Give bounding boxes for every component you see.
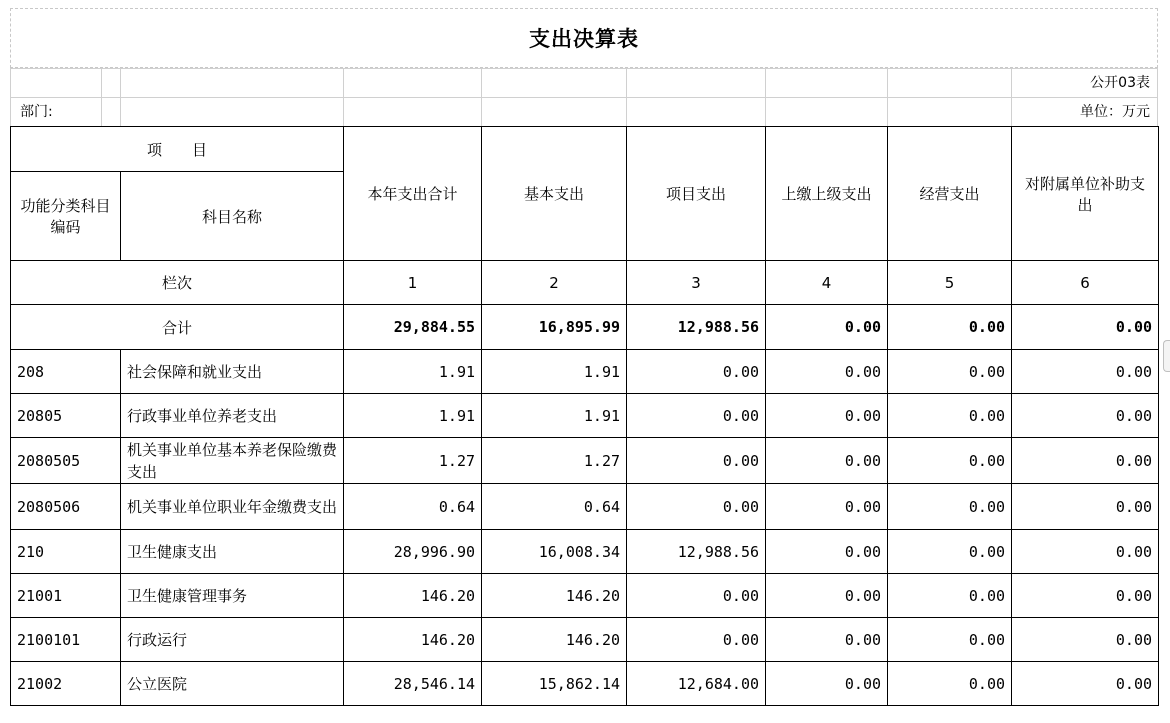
row-value: 0.00 (627, 574, 766, 618)
header-col-upper: 上缴上级支出 (766, 127, 888, 261)
row-value: 0.00 (766, 574, 888, 618)
grid-line (481, 68, 482, 126)
column-number-row (11, 261, 1159, 305)
row-code: 2100101 (11, 618, 121, 662)
form-number: 公开03表 (1090, 75, 1150, 91)
table-row (11, 662, 1159, 706)
row-value: 0.00 (766, 662, 888, 706)
row-value: 0.00 (1012, 484, 1159, 530)
row-name: 社会保障和就业支出 (121, 350, 344, 394)
unit-label: 单位：万元 (1080, 104, 1150, 120)
column-number: 3 (627, 261, 766, 305)
row-value: 0.00 (627, 350, 766, 394)
table-row (11, 438, 1159, 484)
grid-line (343, 68, 344, 126)
row-value: 0.00 (766, 618, 888, 662)
row-value: 0.00 (766, 350, 888, 394)
table-row (11, 530, 1159, 574)
row-value: 0.00 (888, 350, 1012, 394)
table-row (11, 394, 1159, 438)
row-value: 28,996.90 (344, 530, 482, 574)
row-value: 1.27 (482, 438, 627, 484)
header-code: 功能分类科目编码 (11, 172, 121, 261)
expenditure-table (10, 126, 1159, 706)
header-col-business: 经营支出 (888, 127, 1012, 261)
table-row (11, 350, 1159, 394)
total-value: 0.00 (1012, 305, 1159, 350)
page-title: 支出决算表 (10, 8, 1158, 68)
row-name: 机关事业单位基本养老保险缴费支出 (121, 438, 344, 484)
row-value: 0.00 (1012, 574, 1159, 618)
column-number: 6 (1012, 261, 1159, 305)
row-value: 146.20 (344, 618, 482, 662)
row-value: 1.27 (344, 438, 482, 484)
row-name: 公立医院 (121, 662, 344, 706)
row-value: 0.00 (888, 438, 1012, 484)
scroll-handle[interactable] (1163, 340, 1170, 372)
row-value: 1.91 (344, 350, 482, 394)
row-value: 1.91 (482, 394, 627, 438)
row-value: 12,684.00 (627, 662, 766, 706)
row-value: 0.00 (888, 662, 1012, 706)
header-col-total: 本年支出合计 (344, 127, 482, 261)
total-value: 16,895.99 (482, 305, 627, 350)
row-value: 0.00 (627, 394, 766, 438)
row-value: 0.00 (766, 484, 888, 530)
table-row (11, 618, 1159, 662)
total-row (11, 305, 1159, 350)
department-label: 部门: (20, 104, 53, 120)
grid-line (626, 68, 627, 126)
grid-line (765, 68, 766, 126)
header-row-1 (11, 127, 1159, 172)
row-value: 1.91 (344, 394, 482, 438)
column-number: 1 (344, 261, 482, 305)
column-number: 4 (766, 261, 888, 305)
row-value: 0.00 (1012, 438, 1159, 484)
column-number: 5 (888, 261, 1012, 305)
row-code: 210 (11, 530, 121, 574)
row-value: 0.64 (344, 484, 482, 530)
row-value: 0.00 (1012, 350, 1159, 394)
grid-line (1157, 68, 1158, 126)
row-value: 0.00 (627, 438, 766, 484)
row-value: 0.00 (1012, 394, 1159, 438)
row-value: 0.00 (766, 394, 888, 438)
table-row (11, 484, 1159, 530)
row-value: 1.91 (482, 350, 627, 394)
grid-line (1011, 68, 1012, 126)
table-row (11, 574, 1159, 618)
row-value: 146.20 (344, 574, 482, 618)
row-value: 28,546.14 (344, 662, 482, 706)
total-value: 0.00 (766, 305, 888, 350)
grid-line (887, 68, 888, 126)
row-value: 0.64 (482, 484, 627, 530)
header-col-basic: 基本支出 (482, 127, 627, 261)
total-value: 0.00 (888, 305, 1012, 350)
grid-line (101, 68, 102, 126)
header-item: 项 目 (11, 127, 344, 172)
row-name: 机关事业单位职业年金缴费支出 (121, 484, 344, 530)
header-col-project: 项目支出 (627, 127, 766, 261)
column-number: 2 (482, 261, 627, 305)
row-code: 2080506 (11, 484, 121, 530)
row-value: 0.00 (766, 530, 888, 574)
grid-line (120, 68, 121, 126)
row-code: 21001 (11, 574, 121, 618)
table-body (11, 350, 1159, 706)
row-code: 2080505 (11, 438, 121, 484)
row-code: 20805 (11, 394, 121, 438)
row-value: 0.00 (888, 618, 1012, 662)
row-value: 0.00 (766, 438, 888, 484)
total-value: 29,884.55 (344, 305, 482, 350)
row-value: 0.00 (888, 530, 1012, 574)
total-label: 合计 (11, 305, 344, 350)
header-name: 科目名称 (121, 172, 344, 261)
grid-line (10, 68, 1158, 69)
row-value: 0.00 (888, 484, 1012, 530)
row-code: 208 (11, 350, 121, 394)
row-value: 0.00 (627, 618, 766, 662)
row-value: 0.00 (1012, 618, 1159, 662)
row-name: 卫生健康支出 (121, 530, 344, 574)
grid-line (10, 68, 11, 126)
row-name: 行政运行 (121, 618, 344, 662)
row-name: 行政事业单位养老支出 (121, 394, 344, 438)
row-value: 0.00 (627, 484, 766, 530)
column-number-label: 栏次 (11, 261, 344, 305)
row-value: 16,008.34 (482, 530, 627, 574)
row-value: 146.20 (482, 618, 627, 662)
row-value: 0.00 (1012, 530, 1159, 574)
row-code: 21002 (11, 662, 121, 706)
total-value: 12,988.56 (627, 305, 766, 350)
row-value: 0.00 (1012, 662, 1159, 706)
row-value: 0.00 (888, 574, 1012, 618)
row-value: 146.20 (482, 574, 627, 618)
row-value: 15,862.14 (482, 662, 627, 706)
grid-line (10, 97, 1158, 98)
row-value: 12,988.56 (627, 530, 766, 574)
header-col-subsidy: 对附属单位补助支出 (1012, 127, 1159, 261)
row-value: 0.00 (888, 394, 1012, 438)
row-name: 卫生健康管理事务 (121, 574, 344, 618)
